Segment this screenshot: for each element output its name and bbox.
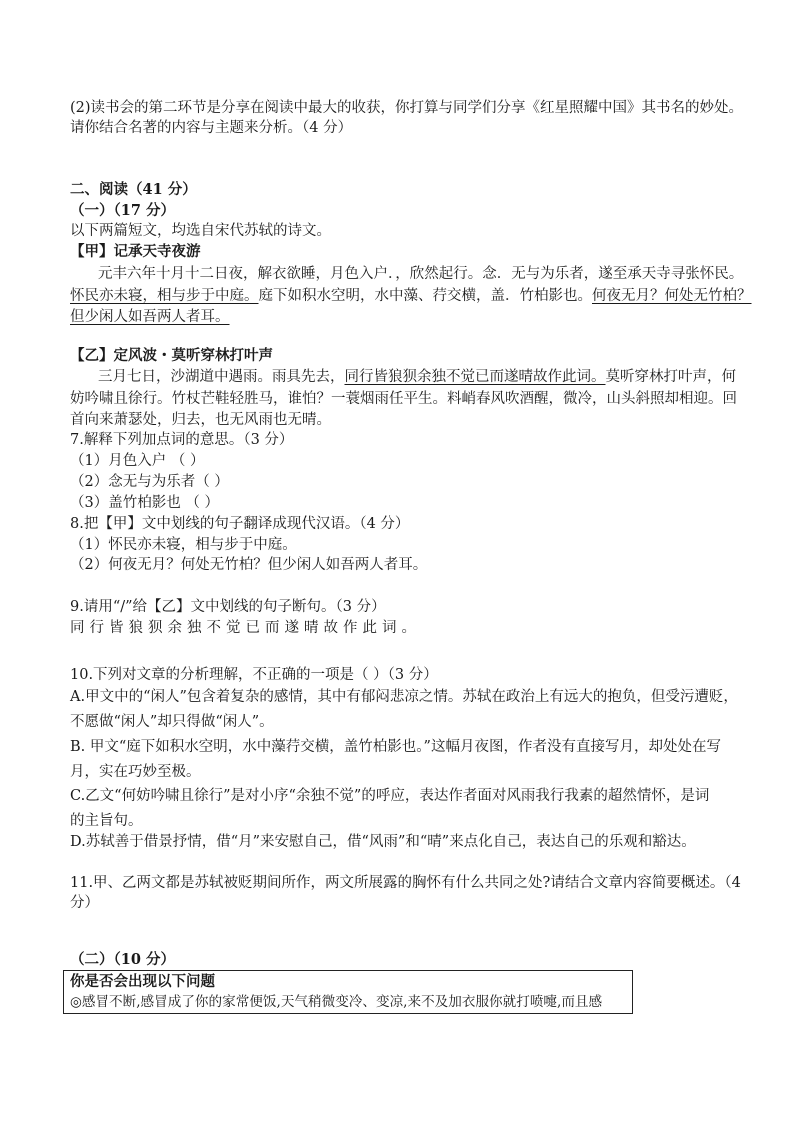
q11-line2: 分） (70, 895, 99, 911)
q9-text: 同行皆狼狈余独不觉已而遂晴故作此词。 (70, 620, 421, 636)
jia-line2-rest: 庭下如积水空明，水中藻、荇交横，盖．竹柏影也。 (258, 288, 592, 304)
q10-option-b-line2: 月，实在巧妙至极。 (70, 764, 201, 780)
q2-line2: 请你结合名著的内容与主题来分析。（4 分） (70, 120, 353, 136)
q7-stem: 7.解释下列加点词的意思。（3 分） (70, 432, 294, 448)
yi-line1 (98, 367, 736, 387)
q7-item-1: （1）月色入户 （ ） (70, 453, 205, 469)
yi-line1-a: 三月七日，沙湖道中遇雨。雨具先去， (98, 369, 345, 385)
box-line: ◎感冒不断,感冒成了你的家常便饭,天气稍微变冷、变凉,来不及加衣服你就打喷嚏,而且感 (70, 994, 603, 1010)
q8-item-2: （2）何夜无月？何处无竹柏？但少闲人如吾两人者耳。 (70, 557, 428, 573)
part1-intro: 以下两篇短文，均选自宋代苏轼的诗文。 (70, 223, 331, 239)
q11-line1: 11.甲、乙两文都是苏轼被贬期间所作，两文所展露的胸怀有什么共同之处?请结合文章内容简要概述。（4 (70, 875, 741, 891)
yi-line2: 妨吟啸且徐行。竹杖芒鞋轻胜马，谁怕？一蓑烟雨任平生。料峭春风吹酒醒，微冷，山头斜照却相迎。回 (70, 391, 737, 407)
q10-option-c-line1: C.乙文“何妨吟啸且徐行”是对小序“余独不觉”的呼应，表达作者面对风雨我行我素的超然情怀，是词 (70, 788, 710, 804)
yi-line3: 首向来萧瑟处，归去，也无风雨也无晴。 (70, 412, 331, 428)
q7-item-3: （3）盖竹柏影也 （ ） (70, 495, 219, 511)
yi-line1-b: 莫听穿林打叶声，何 (605, 369, 736, 385)
q10-option-a-line2: 不愿做“闲人”却只得做“闲人”。 (70, 714, 274, 730)
jia-line2 (70, 286, 752, 306)
jia-underlined-3: 但少闲人如吾两人者耳。 (70, 309, 230, 325)
q2-line1: (2)读书会的第二环节是分享在阅读中最大的收获，你打算与同学们分享《红星照耀中国》其书名的妙处。 (70, 100, 744, 116)
q10-stem: 10.下列对文章的分析理解，不正确的一项是（ ）（3 分） (70, 667, 438, 683)
jia-underlined-1: 怀民亦未寝，相与步于中庭。 (70, 288, 259, 304)
box-title: 你是否会出现以下问题 (70, 973, 215, 990)
part2-text-box (63, 970, 633, 1014)
yi-underlined: 同行皆狼狈余独不觉已而遂晴故作此词。 (344, 369, 606, 385)
q8-stem: 8.把【甲】文中划线的句子翻译成现代汉语。（4 分） (70, 516, 410, 532)
jia-line3 (70, 307, 230, 327)
q9-stem: 9.请用“/”给【乙】文中划线的句子断句。（3 分） (70, 599, 386, 615)
q10-option-c-line2: 的主旨句。 (70, 813, 143, 829)
part1-heading: （一）（17 分） (70, 202, 175, 219)
jia-line1: 元丰六年十月十二日夜，解衣欲睡，月色入户．，欣然起行。念．无与为乐者，遂至承天寺寻张怀民。 (98, 266, 744, 282)
part2-heading: （二）（10 分） (70, 951, 175, 968)
q10-option-b-line1: B. 甲文“庭下如积水空明，水中藻荇交横，盖竹柏影也。”这幅月夜图，作者没有直接写月，却处处在写 (70, 739, 721, 755)
jia-underlined-2: 何夜无月？何处无竹柏？ (592, 288, 752, 304)
q10-option-d: D.苏轼善于借景抒情，借“月”来安慰自己，借“风雨”和“晴”来点化自己，表达自己的乐观和豁达。 (70, 834, 696, 850)
q7-item-2: （2）念无与为乐者（ ） (70, 474, 229, 490)
yi-title: 【乙】定风波・莫听穿林打叶声 (70, 347, 273, 364)
q8-item-1: （1）怀民亦未寝，相与步于中庭。 (70, 537, 297, 553)
jia-title: 【甲】记承天寺夜游 (70, 243, 201, 260)
section-heading: 二、阅读（41 分） (70, 181, 197, 198)
q10-option-a-line1: A.甲文中的“闲人”包含着复杂的感情，其中有郁闷悲凉之情。苏轼在政治上有远大的抱负，但受污遭贬， (70, 689, 738, 705)
